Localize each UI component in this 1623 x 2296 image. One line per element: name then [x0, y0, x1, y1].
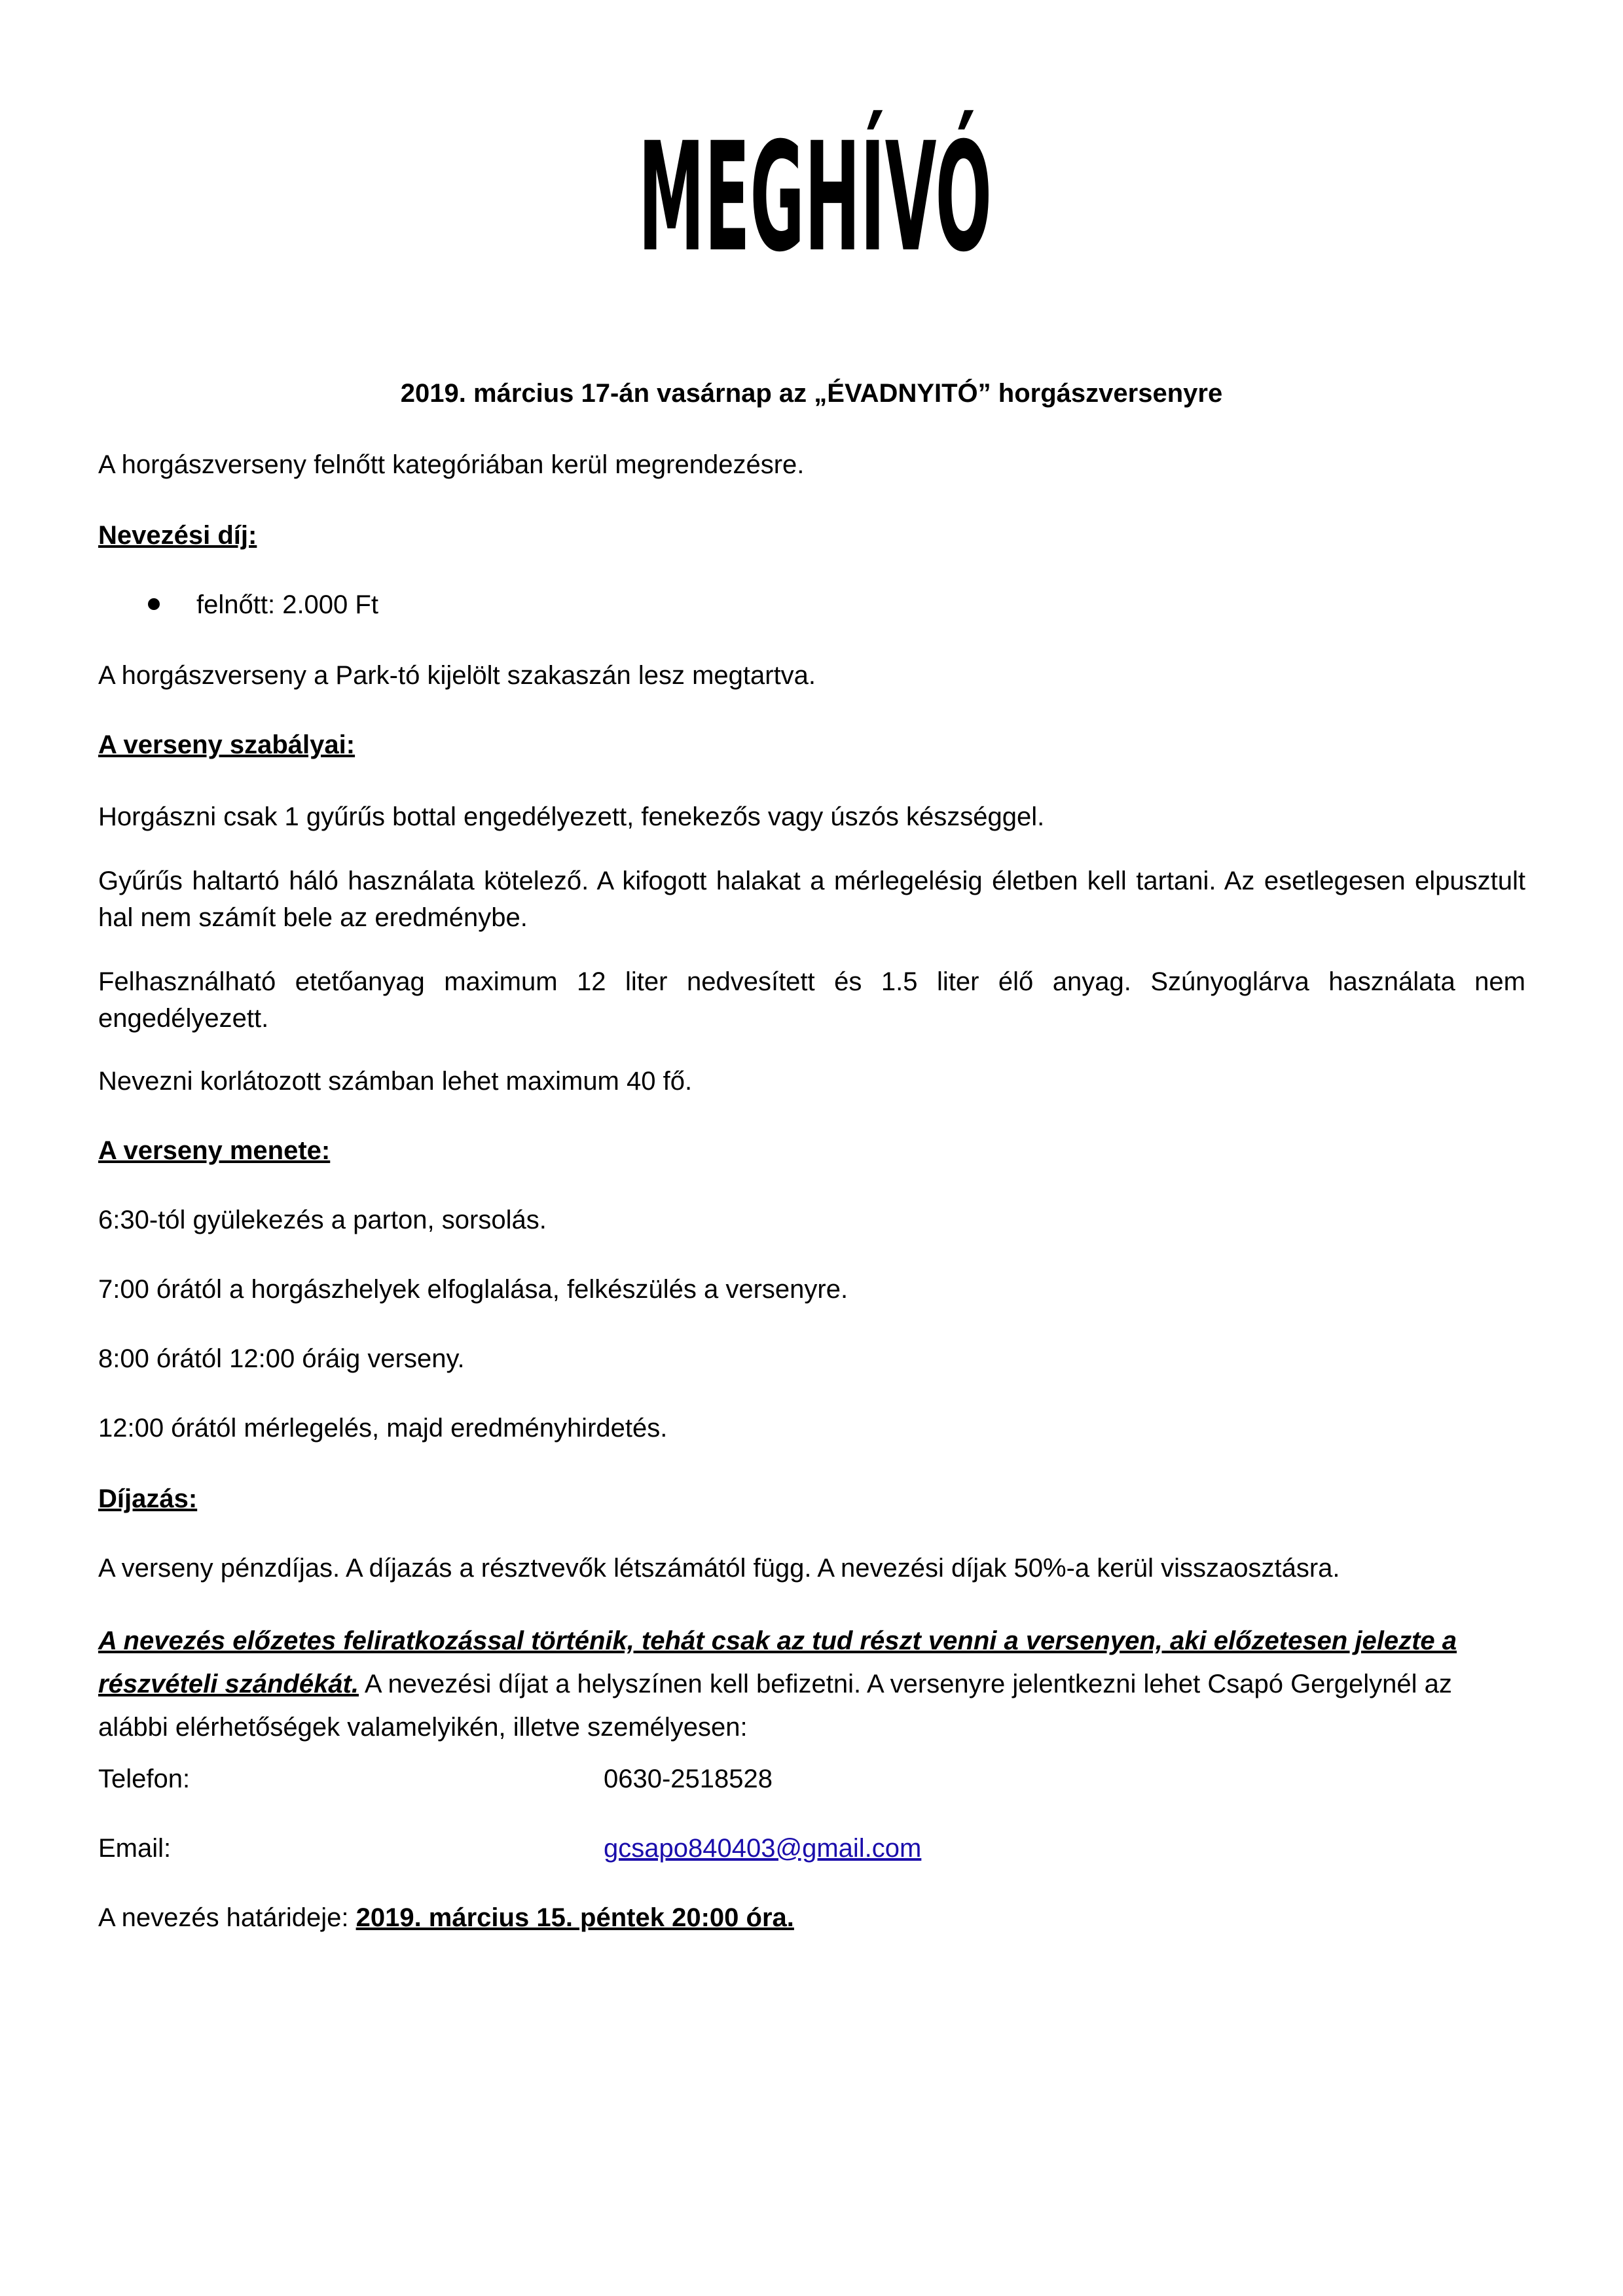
email-link[interactable]: gcsapo840403@gmail.com	[604, 1834, 922, 1863]
fee-label: Nevezési díj:	[98, 521, 257, 550]
schedule-item: 7:00 órától a horgászhelyek elfoglalása, felkészülés a versenyre.	[98, 1275, 848, 1304]
prizes-text: A verseny pénzdíjas. A díjazás a résztvevők létszámától függ. A nevezési díjak 50%-a kerül visszaosztásra.	[98, 1554, 1340, 1583]
deadline-value: 2019. március 15. péntek 20:00 óra.	[356, 1903, 794, 1932]
registration-emphasis: A nevezés előzetes feliratkozással történik, tehát csak az tud részt venni a versenyen, aki előzetesen jelezte a részvételi szándékát.	[98, 1626, 1457, 1698]
phone-label: Telefon:	[98, 1765, 191, 1793]
intro-text: A horgászverseny felnőtt kategóriában kerül megrendezésre.	[98, 450, 805, 479]
email-value[interactable]	[604, 1830, 1258, 1867]
deadline-line	[98, 1899, 1525, 1936]
bullet-icon	[148, 598, 160, 610]
rule-paragraph: Gyűrűs haltartó háló használata kötelező. A kifogott halakat a mérlegelésig életben kell tartani. Az esetlegesen elpusztult hal nem számít bele az eredménybe.	[98, 867, 1525, 932]
registration-paragraph	[98, 1619, 1525, 1749]
registration-rest: A nevezési díjat a helyszínen kell befizetni. A versenyre jelentkezni lehet Csapó Gergelynél az alábbi elérhetőségek valamelyikén, illetve személyesen:	[98, 1670, 1452, 1742]
fee-item: felnőtt: 2.000 Ft	[196, 590, 378, 619]
svg-text:MEGHÍVÓ: MEGHÍVÓ	[638, 110, 992, 285]
location-text: A horgászverseny a Park-tó kijelölt szakaszán lesz megtartva.	[98, 661, 816, 690]
rule-paragraph: Horgászni csak 1 gyűrűs bottal engedélyezett, fenekezős vagy úszós készséggel.	[98, 802, 1045, 831]
schedule-label: A verseny menete:	[98, 1136, 331, 1165]
rule-paragraph: Nevezni korlátozott számban lehet maximum 40 fő.	[98, 1067, 693, 1096]
email-label: Email:	[98, 1834, 172, 1863]
prizes-label: Díjazás:	[98, 1484, 198, 1513]
deadline-label: A nevezés határideje:	[98, 1903, 356, 1932]
rules-label: A verseny szabályai:	[98, 730, 356, 759]
invitation-heading: 2019. március 17-án vasárnap az „ÉVADNYITÓ” horgászversenyre	[400, 379, 1223, 408]
meghivo-logo	[629, 98, 1002, 285]
schedule-item: 6:30-tól gyülekezés a parton, sorsolás.	[98, 1206, 547, 1234]
phone-value: 0630-2518528	[604, 1765, 773, 1793]
schedule-item: 8:00 órától 12:00 óráig verseny.	[98, 1344, 465, 1373]
schedule-item: 12:00 órától mérlegelés, majd eredményhirdetés.	[98, 1414, 668, 1443]
rule-paragraph: Felhasználható etetőanyag maximum 12 liter nedvesített és 1.5 liter élő anyag. Szúnyoglárva használata nem engedélyezett.	[98, 967, 1525, 1033]
meghivo-wordart	[629, 98, 1002, 285]
